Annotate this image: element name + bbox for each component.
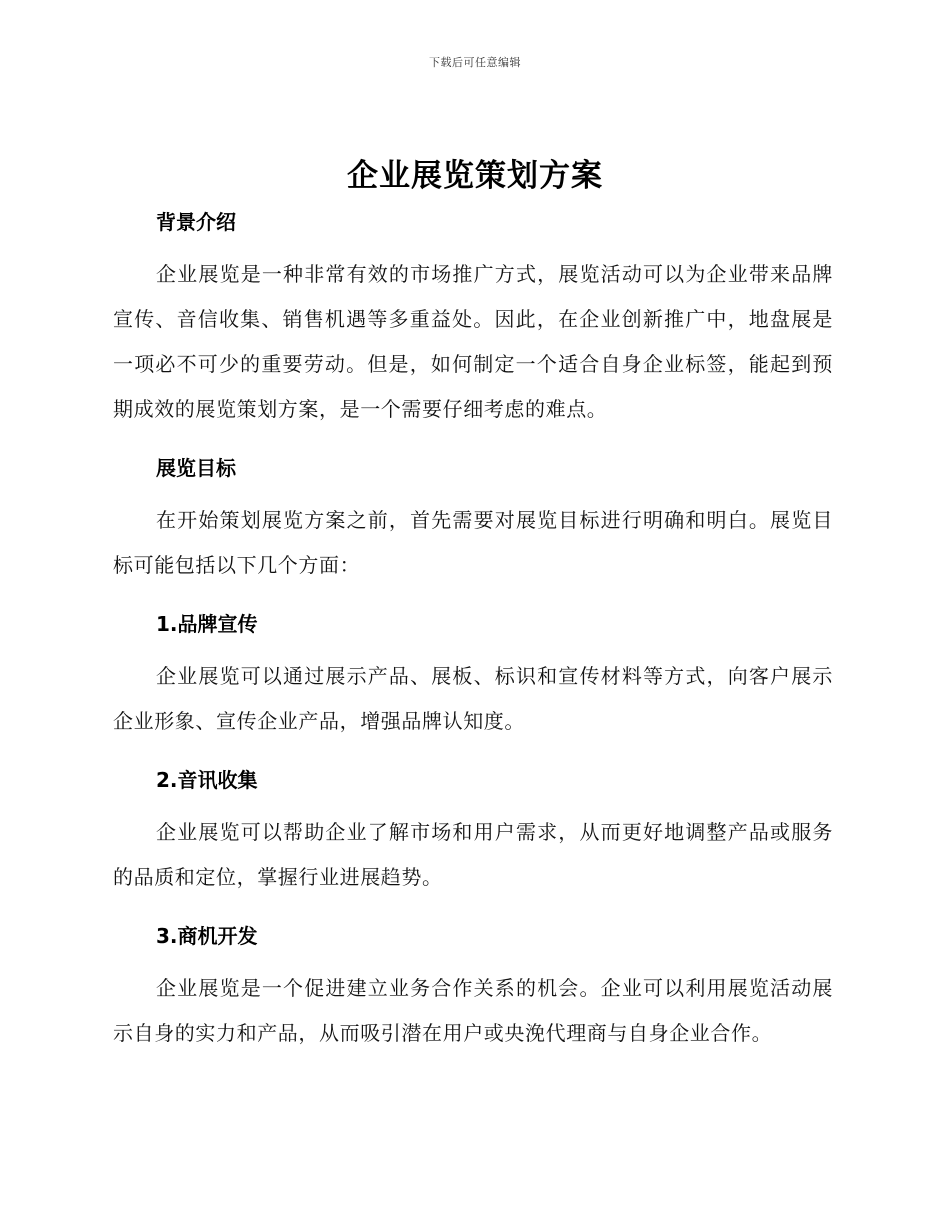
section-heading-background: 背景介绍 [156,210,236,234]
section-heading-info-collection: 2.音讯收集 [156,768,258,792]
section-paragraph-business-development: 企业展览是一个促进建立业务合作关系的机会。企业可以利用展览活动展示自身的实力和产品，从而吸引潜在用户或央浼代理商与自身企业合作。 [113,976,833,1045]
section-paragraph-brand-promotion: 企业展览可以通过展示产品、展板、标识和宣传材料等方式，向客户展示企业形象、宣传企业产品，增强品牌认知度。 [113,664,833,733]
document-body [113,200,833,1056]
section-heading-business-development: 3.商机开发 [156,924,258,948]
section-heading-goals: 展览目标 [156,456,236,480]
section-paragraph-background: 企业展览是一种非常有效的市场推广方式，展览活动可以为企业带来品牌宣传、音信收集、销售机遇等多重益处。因此，在企业创新推广中，地盘展是一项必不可少的重要劳动。但是，如何制定一个适合自身企业标签，能起到预期成效的展览策划方案，是一个需要仔细考虑的难点。 [113,262,833,421]
section-info-collection [113,758,833,900]
section-brand-promotion [113,602,833,744]
section-paragraph-info-collection: 企业展览可以帮助企业了解市场和用户需求，从而更好地调整产品或服务的品质和定位，掌握行业进展趋势。 [113,820,833,889]
section-goals [113,446,833,588]
section-heading-brand-promotion: 1.品牌宣传 [156,612,258,636]
section-paragraph-goals: 在开始策划展览方案之前，首先需要对展览目标进行明确和明白。展览目标可能包括以下几个方面： [113,508,833,577]
page-header-note: 下载后可任意编辑 [429,56,521,69]
document-title: 企业展览策划方案 [347,158,603,194]
section-background [113,200,833,432]
section-business-development [113,914,833,1056]
